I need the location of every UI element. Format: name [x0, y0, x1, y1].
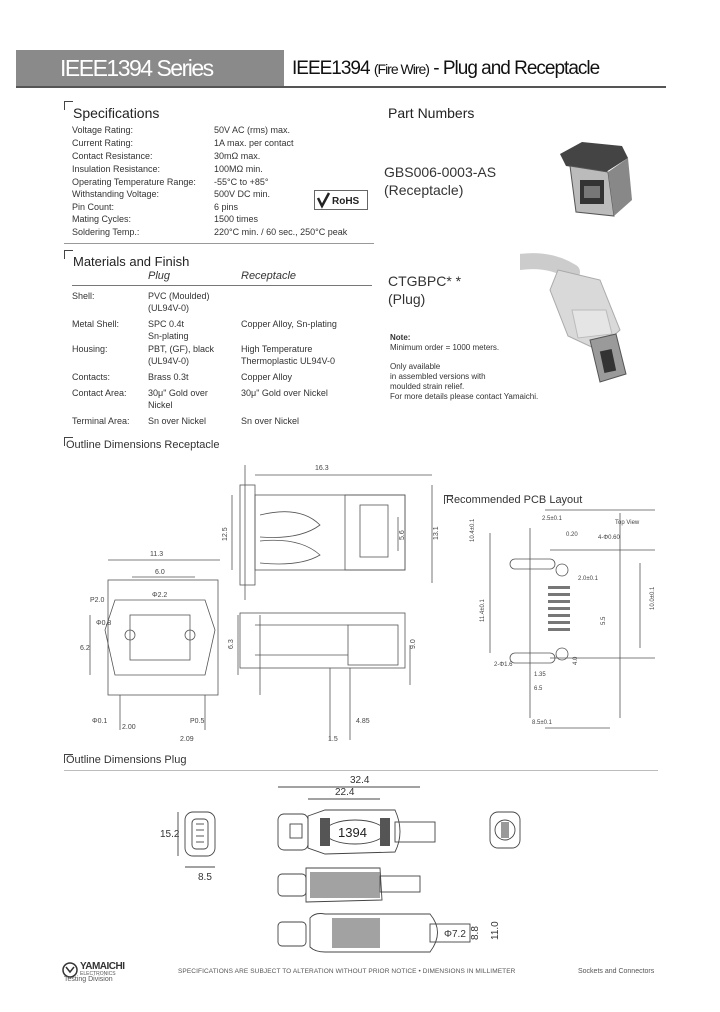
spec-label: Withstanding Voltage: [72, 189, 160, 199]
spec-value: 1500 times [214, 214, 259, 224]
divider [72, 285, 372, 286]
pcb-top-view: Top View [615, 520, 640, 526]
dim-label: 10.4±0.1 [470, 518, 476, 542]
spec-label: Current Rating: [72, 138, 134, 148]
spec-value: 6 pins [214, 202, 239, 212]
part-numbers-title: Part Numbers [388, 105, 475, 121]
dim-label: 11.4±0.1 [480, 599, 486, 622]
outline-receptacle-title: Outline Dimensions Receptacle [66, 439, 220, 451]
dim-label: 2.0±0.1 [578, 576, 598, 582]
receptacle-photo [552, 136, 642, 224]
receptacle-label: (Receptacle) [384, 182, 464, 198]
receptacle-drawing [60, 455, 445, 755]
mat-receptacle: High Temperature Thermoplastic UL94V-0 [241, 344, 336, 366]
dim-label: 8.5 [198, 872, 212, 883]
col-receptacle-header: Receptacle [241, 270, 297, 282]
pcb-layout-title: Recommended PCB Layout [446, 494, 583, 506]
spec-value: 100MΩ min. [214, 164, 263, 174]
drawing-rect [240, 613, 405, 668]
dim-label: 4.0 [573, 656, 579, 665]
spec-value: 1A max. per contact [214, 138, 294, 148]
pcb-pad [548, 614, 570, 617]
title-paren: (Fire Wire) [373, 61, 429, 77]
divider [64, 770, 658, 771]
dim-label: 6.0 [155, 569, 165, 576]
dim-label: 13.1 [433, 526, 440, 540]
drawing-fill [320, 818, 330, 846]
dim-label: 6.3 [228, 639, 235, 649]
drawing-fill [380, 818, 390, 846]
drawing-fill [501, 822, 509, 838]
mat-label: Housing: [72, 344, 108, 354]
dim-label: 2.00 [122, 724, 136, 731]
drawing-rect [395, 822, 435, 842]
dim-label: 9.0 [410, 639, 417, 649]
mat-plug: PVC (Moulded) (UL94V-0) [148, 291, 210, 313]
mat-plug: SPC 0.4t Sn-plating [148, 319, 189, 341]
mat-receptacle: Copper Alloy, Sn-plating [241, 319, 337, 329]
spec-value: 30mΩ max. [214, 151, 261, 161]
spec-value: 50V AC (rms) max. [214, 125, 291, 135]
dim-label: 1.35 [534, 672, 546, 678]
dim-label: 16.3 [315, 465, 329, 472]
note-min-order: Minimum order = 1000 meters. [390, 343, 500, 352]
dim-label: 6.5 [534, 686, 543, 692]
plug-photo [520, 250, 640, 390]
dim-label: 5.5 [601, 616, 607, 625]
drawing-rect [290, 824, 302, 838]
drawing-fill [310, 872, 380, 898]
drawing-rect [130, 615, 190, 660]
title-main: IEEE1394 [292, 58, 370, 79]
dim-label: 12.5 [222, 527, 229, 541]
pcb-pad [548, 628, 570, 631]
dim-label: 0.20 [566, 532, 578, 538]
pcb-pad [548, 621, 570, 624]
dim-label: 8.8 [470, 926, 481, 940]
spec-label: Voltage Rating: [72, 125, 134, 135]
dim-label: Φ0.8 [96, 620, 112, 627]
spec-label: Soldering Temp.: [72, 227, 140, 237]
dim-label: 11.0 [490, 921, 501, 940]
drawing-slot [510, 653, 555, 663]
dim-label: 8.5±0.1 [532, 720, 552, 726]
rohs-text: RoHS [332, 196, 360, 207]
spec-value: 220°C min. / 60 sec., 250°C peak [214, 227, 348, 237]
drawing-circle [556, 564, 568, 576]
dim-label: 15.2 [160, 829, 180, 840]
spec-label: Operating Temperature Range: [72, 177, 196, 187]
brand-sub: ELECTRONICS [80, 971, 116, 977]
note-title: Note: [390, 333, 411, 342]
dim-label: 4.85 [356, 718, 370, 725]
drawing-rect [278, 874, 306, 896]
drawing-shape [105, 600, 215, 675]
section-corner [64, 101, 73, 110]
drawing-rect [240, 485, 255, 585]
spec-label: Pin Count: [72, 202, 115, 212]
footer-right: Sockets and Connectors [578, 968, 655, 975]
note-line: moulded strain relief. [390, 382, 465, 391]
logo-mark [66, 967, 74, 972]
dim-label: Φ2.2 [152, 592, 168, 599]
division-name: Testing Division [64, 976, 113, 983]
materials-title: Materials and Finish [73, 254, 190, 269]
spec-label: Mating Cycles: [72, 214, 132, 224]
brand-name: YAMAICHI [80, 961, 125, 972]
spec-value: 500V DC min. [214, 189, 271, 199]
page-title [292, 58, 599, 80]
mat-plug: PBT, (GF), black (UL94V-0) [148, 344, 215, 366]
plug-drawing [150, 772, 550, 957]
title-rest: - Plug and Receptacle [428, 58, 600, 79]
section-corner [64, 250, 73, 259]
plug-grip [572, 310, 612, 338]
divider [64, 243, 374, 244]
spec-value: -55°C to +85° [214, 177, 269, 187]
mat-label: Shell: [72, 291, 95, 301]
receptacle-part-number: GBS006-0003-AS [384, 164, 497, 180]
mat-label: Metal Shell: [72, 319, 120, 329]
drawing-rect [278, 922, 306, 946]
dim-label: Φ7.2 [444, 929, 466, 940]
footer-notice: SPECIFICATIONS ARE SUBJECT TO ALTERATION WITHOUT PRIOR NOTICE • DIMENSIONS IN MILLIMETER [178, 968, 516, 975]
dim-label: 5.6 [399, 530, 406, 540]
drawing-path [260, 540, 320, 564]
dim-label: 6.2 [80, 645, 90, 652]
dim-label: 2.5±0.1 [542, 516, 562, 522]
pcb-pad [548, 607, 570, 610]
drawing-rect [192, 819, 208, 849]
dim-label: 22.4 [335, 787, 355, 798]
pcb-pad [548, 593, 570, 596]
plug-label: (Plug) [388, 291, 426, 307]
dim-label: Φ0.1 [92, 718, 108, 725]
dim-label: 2-Φ1.6 [494, 662, 513, 668]
drawing-rect [345, 495, 405, 570]
mat-receptacle: Copper Alloy [241, 372, 293, 382]
mat-receptacle: 30μ" Gold over Nickel [241, 388, 328, 398]
rohs-badge [314, 190, 368, 210]
dim-label: 10.0±0.1 [650, 586, 656, 610]
pcb-pad [548, 600, 570, 603]
drawing-rect [255, 495, 405, 570]
dim-label: 2.09 [180, 736, 194, 743]
mat-label: Terminal Area: [72, 416, 130, 426]
mat-label: Contacts: [72, 372, 111, 382]
plug-mould-text: 1394 [338, 825, 367, 840]
drawing-path [260, 512, 320, 538]
series-title: IEEE1394 Series [16, 50, 284, 86]
spec-label: Contact Resistance: [72, 151, 153, 161]
drawing-fill [332, 918, 380, 948]
drawing-rect [380, 876, 420, 892]
dim-label: 11.3 [150, 551, 164, 558]
specifications-title: Specifications [73, 105, 160, 121]
dim-label: 32.4 [350, 775, 370, 786]
plug-part-number: CTGBPC* * [388, 273, 462, 289]
dim-label: 1.5 [328, 736, 338, 743]
note-line: in assembled versions with [390, 372, 486, 381]
pcb-layout-drawing [450, 508, 660, 743]
col-plug-header: Plug [148, 270, 171, 282]
spec-label: Insulation Resistance: [72, 164, 161, 174]
outline-plug-title: Outline Dimensions Plug [66, 754, 187, 766]
mat-plug: Brass 0.3t [148, 372, 189, 382]
drawing-slot [510, 559, 555, 569]
drawing-rect [278, 814, 308, 850]
mat-label: Contact Area: [72, 388, 127, 398]
mat-receptacle: Sn over Nickel [241, 416, 300, 426]
note-line: For more details please contact Yamaichi. [390, 392, 539, 401]
drawing-rect [360, 505, 388, 557]
pcb-pad [548, 586, 570, 589]
note-line: Only available [390, 362, 441, 371]
mat-plug: Sn over Nickel [148, 416, 207, 426]
dim-label: P0.5 [190, 718, 205, 725]
dim-label: 4-Φ0.60 [598, 535, 620, 541]
dim-label: P2.0 [90, 597, 105, 604]
receptacle-tongue [584, 186, 600, 198]
logo-ring [63, 963, 77, 977]
drawing-rect [348, 625, 398, 665]
mat-plug: 30μ" Gold over Nickel [148, 388, 208, 410]
plug-cable [520, 261, 572, 272]
